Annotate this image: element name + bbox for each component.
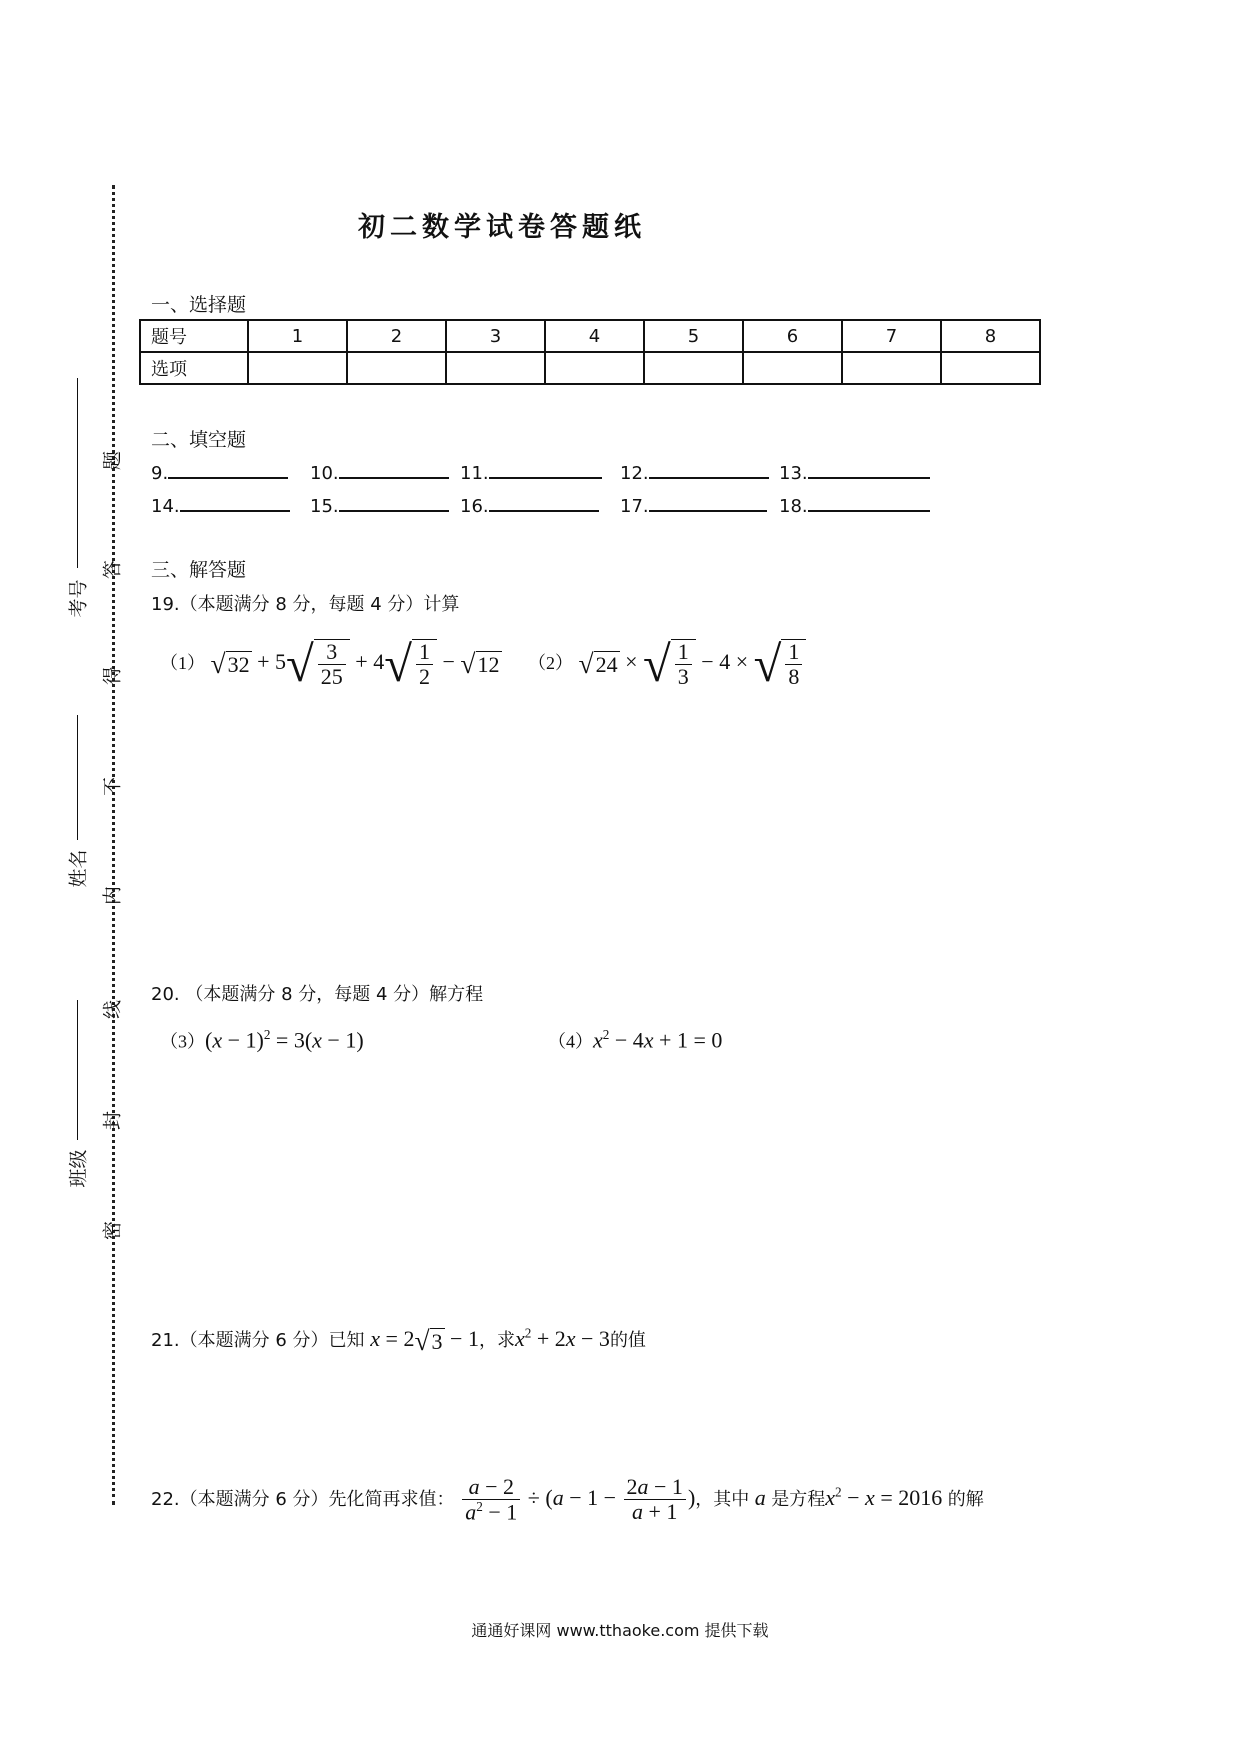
- fill-blank[interactable]: [649, 459, 769, 479]
- q21-label: 21.（本题满分 6 分）已知: [151, 1330, 365, 1352]
- q22-end: 的解: [947, 1488, 984, 1510]
- section1-heading: 一、选择题: [151, 294, 247, 316]
- q21-mid: ，求: [478, 1330, 515, 1352]
- name-label: 姓名: [67, 849, 90, 888]
- fill-item: [779, 492, 930, 517]
- table-cell: 3: [446, 320, 545, 352]
- fill-item: [151, 492, 290, 517]
- seal-char-6: 线: [101, 1000, 124, 1020]
- section3-heading: 三、解答题: [151, 559, 247, 581]
- q22-label: 22.（本题满分 6 分）先化简再求值：: [151, 1488, 455, 1510]
- q19-part1-number: （1）: [160, 653, 205, 674]
- answer-cell[interactable]: [446, 352, 545, 384]
- fill-number: 12.: [620, 463, 649, 484]
- fill-blank[interactable]: [489, 459, 602, 479]
- q21-end: 的值: [609, 1330, 646, 1352]
- q19-label: 19.（本题满分 8 分，每题 4 分）计算: [151, 594, 460, 615]
- q20-part3: $(3)(x - 1)^2 = 3(x - 1)$: [160, 1027, 364, 1053]
- fill-number: 10.: [310, 463, 339, 484]
- seal-char-2: 答: [101, 560, 124, 580]
- table-cell: 2: [347, 320, 446, 352]
- fill-item: [310, 459, 449, 484]
- question-number-header: 题号: [140, 320, 248, 352]
- exam-number-line: [77, 378, 78, 568]
- fill-blank[interactable]: [489, 492, 599, 512]
- q19-part2-number: （2）: [528, 653, 573, 674]
- class-label: 班级: [67, 1149, 90, 1188]
- fill-number: 18.: [779, 496, 808, 517]
- table-cell: 6: [743, 320, 842, 352]
- fill-blank[interactable]: [808, 459, 930, 479]
- fill-number: 13.: [779, 463, 808, 484]
- seal-dotted-line: [112, 185, 115, 1505]
- fill-item: [620, 492, 767, 517]
- fill-blank[interactable]: [180, 492, 290, 512]
- q19-part1: （1） √32 + 5√ $\frac{3}{25}$ + 4√ $\frac{1}{2}$ − √12: [160, 636, 500, 692]
- seal-char-1: 题: [101, 451, 124, 471]
- q22: 22.（本题满分 6 分）先化简再求值： $\frac{a - 2}{a^2 - 1}$ ÷ (a − 1 − $\frac{2a - 1}{a + 1}$ )，其中 a 是方程$x^2 - x = 2016$ 的解: [151, 1474, 984, 1525]
- fill-blank[interactable]: [339, 492, 449, 512]
- fill-number: 9.: [151, 463, 169, 484]
- fill-item: [310, 492, 449, 517]
- seal-char-4: 不: [101, 777, 124, 797]
- table-cell: 5: [644, 320, 743, 352]
- seal-char-5: 内: [101, 886, 124, 906]
- answer-cell[interactable]: [347, 352, 446, 384]
- q20-label: 20. （本题满分 8 分，每题 4 分）解方程: [151, 984, 484, 1005]
- fill-number: 17.: [620, 496, 649, 517]
- seal-char-7: 封: [101, 1111, 124, 1131]
- q19-part2: （2） √24 × √ $\frac{1}{3}$ − 4 × √ $\frac{1}{8}$: [528, 635, 806, 693]
- seal-char-3: 得: [101, 666, 124, 686]
- section2-heading: 二、填空题: [151, 429, 247, 451]
- fill-item: [460, 492, 599, 517]
- fill-blank[interactable]: [339, 459, 449, 479]
- q22-mid: ，其中: [695, 1488, 750, 1510]
- answer-cell[interactable]: [941, 352, 1040, 384]
- answer-cell[interactable]: [842, 352, 941, 384]
- answer-cell[interactable]: [644, 352, 743, 384]
- q21: 21.（本题满分 6 分）已知 x = 2√3 − 1，求$x^2 + 2x - 3$的值: [151, 1325, 646, 1356]
- fill-item: [460, 459, 602, 484]
- fill-blank[interactable]: [168, 459, 288, 479]
- fill-number: 11.: [460, 463, 489, 484]
- fill-number: 15.: [310, 496, 339, 517]
- answer-cell[interactable]: [545, 352, 644, 384]
- fill-blank[interactable]: [808, 492, 930, 512]
- seal-char-8: 密: [101, 1221, 124, 1241]
- class-line: [77, 1000, 78, 1140]
- page-title: 初二数学试卷答题纸: [358, 212, 646, 243]
- fill-number: 16.: [460, 496, 489, 517]
- table-row: [140, 352, 1040, 384]
- fill-number: 14.: [151, 496, 180, 517]
- q20-part4: $(4)x^2 - 4x + 1 = 0$: [548, 1027, 723, 1053]
- q20-part3-number: （3）: [160, 1031, 205, 1052]
- option-header: 选项: [140, 352, 248, 384]
- choice-answer-table: [139, 319, 1041, 385]
- fill-item: [620, 459, 769, 484]
- table-cell: 4: [545, 320, 644, 352]
- footer-text: 通通好课网 www.tthaoke.com 提供下载: [471, 1621, 769, 1640]
- name-line: [77, 715, 78, 840]
- table-cell: 8: [941, 320, 1040, 352]
- fill-item: [779, 459, 930, 484]
- fill-item: [151, 459, 288, 484]
- answer-cell[interactable]: [248, 352, 347, 384]
- exam-number-label: 考号: [67, 579, 90, 618]
- q20-part4-number: （4）: [548, 1031, 593, 1052]
- answer-cell[interactable]: [743, 352, 842, 384]
- table-row: [140, 320, 1040, 352]
- fill-blank[interactable]: [649, 492, 767, 512]
- table-cell: 7: [842, 320, 941, 352]
- table-cell: 1: [248, 320, 347, 352]
- q22-mid2: 是方程: [771, 1488, 826, 1510]
